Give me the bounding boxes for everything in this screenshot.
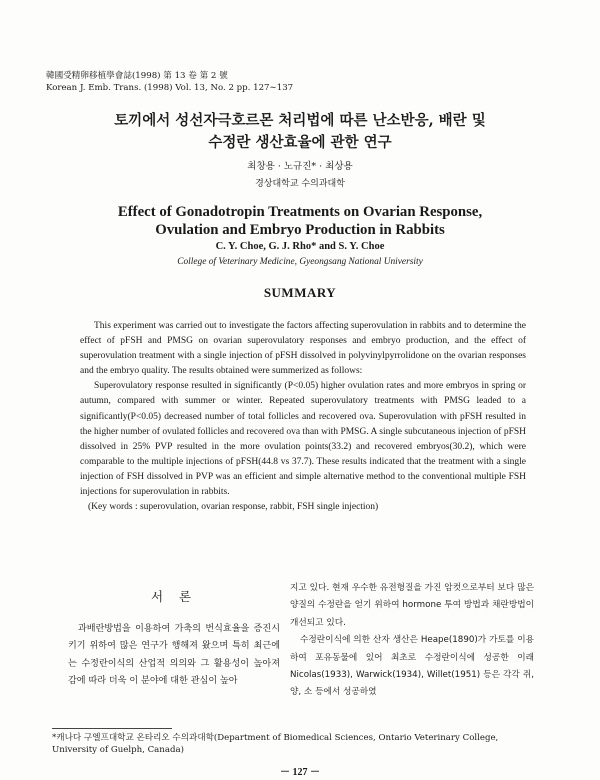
english-title xyxy=(0,203,600,239)
korean-title-line1: 토끼에서 성선자극호르몬 처리법에 따른 난소반응, 배란 및 xyxy=(114,112,486,129)
korean-title xyxy=(0,110,600,154)
korean-affiliation: 경상대학교 수의과대학 xyxy=(255,179,345,189)
korean-authors: 최창용 · 노규진* · 최상용 xyxy=(247,161,353,172)
english-title-line2: Ovulation and Embryo Production in Rabbits xyxy=(155,222,445,238)
introduction-left-paragraph: 과배란방법을 이용하여 가축의 번식효율을 증진시키기 위하여 많은 연구가 행해져 왔으며 특히 최근에는 수정란이식의 산업적 의의와 그 활용성이 높아져 감에 따라 더욱 이 분야에 대한 관심이 높아 xyxy=(68,624,280,687)
keywords: (Key words : superovulation, ovarian response, rabbit, FSH single injection) xyxy=(88,502,379,513)
summary-abstract xyxy=(80,319,526,515)
page-number: － 127 － xyxy=(280,767,320,778)
right-column xyxy=(290,580,534,702)
introduction-right-paragraph-2: 수정란이식에 의한 산자 생산은 Heape(1890)가 가토를 이용하여 포유동물에 있어 최초로 수정란이식에 성공한 이래 Nicolas(1933), Warwick(1934), Willet(1951) 등은 각각 쥐, 양, 소 등에서 성공하였 xyxy=(290,635,534,698)
english-authors: C. Y. Choe, G. J. Rho* and S. Y. Choe xyxy=(215,241,385,252)
footnote: *캐나다 구엘프대학교 온타리오 수의과대학(Department of Biomedical Sciences, Ontario Veterinary College, University of Guelph, Canada) xyxy=(52,733,499,755)
footnote-divider xyxy=(52,728,172,729)
left-column xyxy=(68,575,280,691)
introduction-heading: 서 론 xyxy=(150,589,198,604)
english-title-line1: Effect of Gonadotropin Treatments on Ovarian Response, xyxy=(117,204,483,220)
summary-paragraph-2: Superovulatory response resulted in significantly (P<0.05) higher ovulation rates and more embryos in spring or autumn, compared with summer or winter. Repeated superovulatory treatments with PMSG leaded to a significantly(P<0.05) decreased number of total follicles and recovered ova. Superovulation with pFSH resulted in the higher number of ovulated follicles and recovered ova than with PMSG. A single subcutaneous injection of pFSH dissolved in 25% PVP resulted in the more ovulation points(33.2) and recovered embryos(30.2), which were comparable to the multiple injections of pFSH(44.8 vs 37.7). These results indicated that the treatment with a single injection of FSH dissolved in PVP was an efficient and simple alternative method to the conventional multiple FSH injections for superovulation in rabbits. xyxy=(80,381,526,498)
introduction-right-paragraph-1: 지고 있다. 현재 우수한 유전형질을 가진 암컷으로부터 보다 많은 양질의 수정란을 얻기 위하여 hormone 투여 방법과 채란방법이 개선되고 있다. xyxy=(290,583,534,628)
korean-title-line2: 수정란 생산효율에 관한 연구 xyxy=(208,134,392,151)
summary-heading: SUMMARY xyxy=(263,285,337,300)
journal-citation-korean: 韓國受精卵移植學會誌(1998) 第 13 卷 第 2 號 xyxy=(46,71,228,81)
english-affiliation: College of Veterinary Medicine, Gyeongsang National University xyxy=(177,257,423,267)
journal-header xyxy=(46,70,293,94)
summary-paragraph-1: This experiment was carried out to investigate the factors affecting superovulation in rabbits and to determine the effect of pFSH and PMSG on ovarian superovulatory responses and embryo production, and the effect of superovulation treatment with a single injection of pFSH dissolved in polyvinylpyrrolidone on the ovarian responses and the embryo quality. The results obtained were summerized as follows: xyxy=(80,321,526,377)
journal-citation-english: Korean J. Emb. Trans. (1998) Vol. 13, No. 2 pp. 127∼137 xyxy=(46,83,294,93)
